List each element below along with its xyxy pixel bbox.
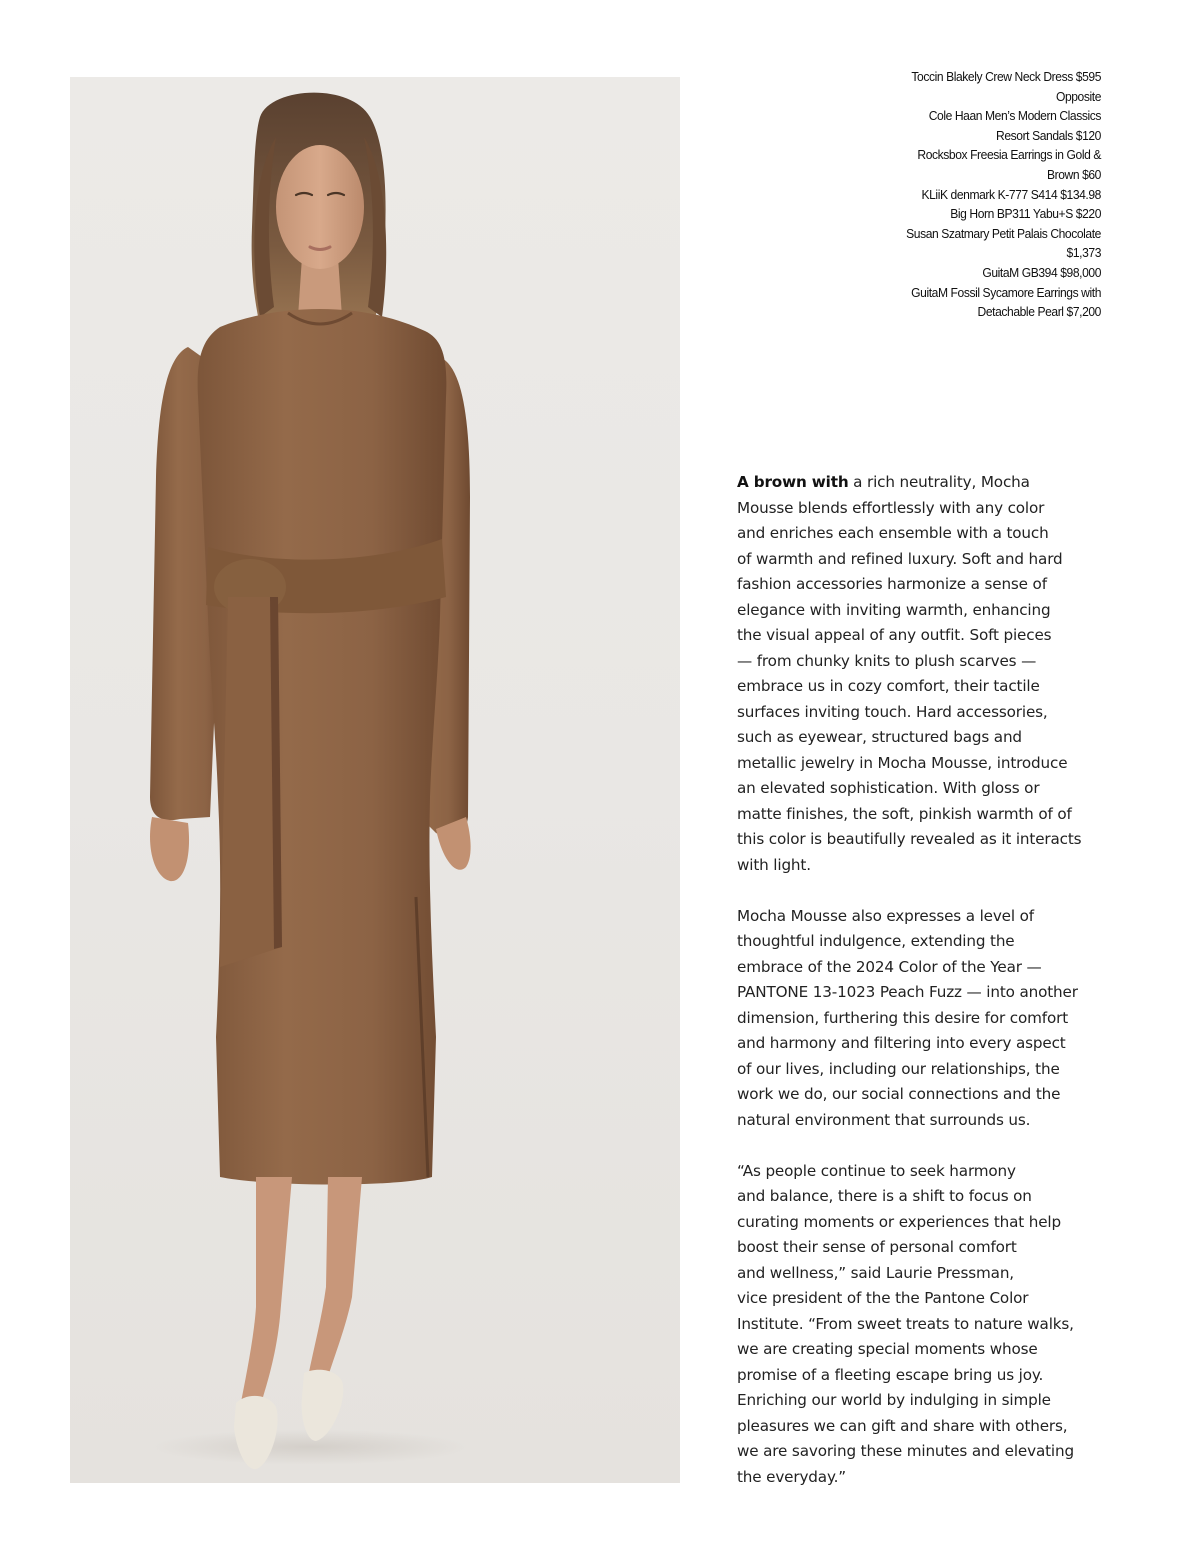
paragraph-line: metallic jewelry in Mocha Mousse, introduce	[737, 753, 1068, 772]
paragraph-line: we are savoring these minutes and elevating	[737, 1442, 1074, 1460]
credit-line: Resort Sandals $120	[996, 127, 1101, 143]
paragraph-line: of warmth and refined luxury. Soft and hard	[737, 549, 1063, 568]
credit-line: Susan Szatmary Petit Palais Chocolate	[906, 225, 1101, 241]
paragraph-line: and enriches each ensemble with a touch	[737, 524, 1049, 542]
paragraph-line: thoughtful indulgence, extending the	[737, 932, 1015, 950]
paragraph-line: “As people continue to seek harmony	[737, 1161, 1016, 1180]
paragraph-line: embrace of the 2024 Color of the Year —	[737, 957, 1042, 976]
article-paragraph-1	[737, 470, 1117, 878]
paragraph-line: the everyday.”	[737, 1467, 847, 1486]
paragraph-line: fashion accessories harmonize a sense of	[737, 575, 1047, 593]
paragraph-line: the visual appeal of any outfit. Soft pieces	[737, 626, 1052, 644]
credit-line: Detachable Pearl $7,200	[977, 304, 1101, 320]
paragraph-line	[737, 470, 1117, 496]
paragraph-line: curating moments or experiences that help	[737, 1212, 1061, 1231]
paragraph-line: PANTONE 13-1023 Peach Fuzz — into another	[737, 983, 1078, 1001]
paragraph-line: — from chunky knits to plush scarves —	[737, 651, 1037, 670]
lead-in: A brown with	[737, 473, 849, 491]
credit-line: Brown $60	[1046, 166, 1101, 182]
paragraph-line: natural environment that surrounds us.	[737, 1110, 1031, 1129]
paragraph-line: Institute. “From sweet treats to nature walks,	[737, 1314, 1074, 1333]
credit-line: Opposite	[1055, 88, 1101, 104]
paragraph-line: with light.	[737, 855, 811, 874]
paragraph-line: elegance with inviting warmth, enhancing	[737, 600, 1051, 619]
paragraph-line: and harmony and filtering into every aspect	[737, 1034, 1066, 1052]
paragraph-line: this color is beautifully revealed as it interacts	[737, 830, 1082, 848]
credit-line: Big Horn BP311 Yabu+S $220	[950, 206, 1101, 222]
credit-line: $1,373	[1066, 245, 1101, 261]
paragraph-line: Mocha Mousse also expresses a level of	[737, 906, 1034, 925]
left-hand	[150, 817, 189, 881]
model-photo	[70, 77, 680, 1483]
paragraph-line: embrace us in cozy comfort, their tactile	[737, 677, 1040, 695]
credit-line: Rocksbox Freesia Earrings in Gold &	[917, 147, 1101, 163]
paragraph-line: work we do, our social connections and the	[737, 1085, 1061, 1103]
paragraph-line: Enriching our world by indulging in simple	[737, 1391, 1051, 1409]
paragraph-line: vice president of the the Pantone Color	[737, 1289, 1029, 1307]
paragraph-line: such as eyewear, structured bags and	[737, 728, 1022, 746]
paragraph-line: Mousse blends effortlessly with any color	[737, 498, 1045, 517]
lead-line-rest: a rich neutrality, Mocha	[848, 473, 1030, 491]
paragraph-line: an elevated sophistication. With gloss or	[737, 779, 1040, 797]
right-leg	[308, 1177, 362, 1377]
paragraph-line: pleasures we can gift and share with others,	[737, 1416, 1068, 1435]
credit-line: GuitaM Fossil Sycamore Earrings with	[911, 284, 1101, 300]
paragraph-line: matte finishes, the soft, pinkish warmth of of	[737, 804, 1072, 823]
credit-line: Toccin Blakely Crew Neck Dress $595	[911, 69, 1101, 84]
article-paragraph-3	[737, 1159, 1117, 1491]
paragraph-line: we are creating special moments whose	[737, 1340, 1038, 1358]
credit-line: KLiiK denmark K-777 S414 $134.98	[921, 186, 1101, 202]
model-illustration	[70, 77, 680, 1483]
credit-line: Cole Haan Men’s Modern Classics	[928, 108, 1101, 124]
paragraph-line: surfaces inviting touch. Hard accessories,	[737, 702, 1048, 721]
product-credits	[859, 67, 1101, 322]
paragraph-line: and wellness,” said Laurie Pressman,	[737, 1263, 1014, 1282]
article-body	[737, 470, 1117, 1516]
paragraph-line: promise of a fleeting escape bring us joy.	[737, 1365, 1044, 1384]
paragraph-line: and balance, there is a shift to focus on	[737, 1187, 1032, 1205]
paragraph-line: boost their sense of personal comfort	[737, 1238, 1017, 1256]
article-paragraph-2	[737, 904, 1117, 1134]
paragraph-line: dimension, furthering this desire for comfort	[737, 1008, 1069, 1027]
credit-line: GuitaM GB394 $98,000	[982, 264, 1101, 280]
paragraph-line: of our lives, including our relationships, the	[737, 1059, 1060, 1078]
left-leg	[240, 1177, 292, 1407]
